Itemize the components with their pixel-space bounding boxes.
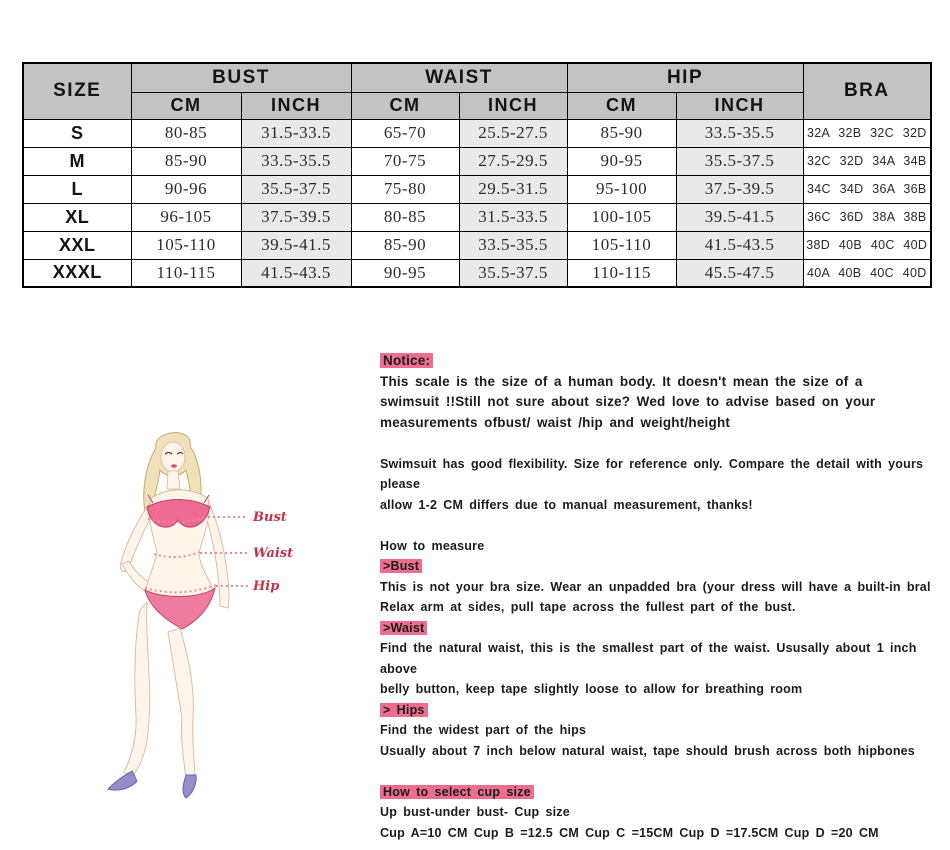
spacer (380, 761, 936, 782)
bust-text-line: This is not your bra size. Wear an unpadded bra (your dress will have a built-in bral (380, 579, 931, 594)
cup-text-line: Up bust-under bust- Cup size (380, 805, 570, 819)
right-shoe-shape (183, 775, 196, 798)
notice-text-line: swimsuit !!Still not sure about size? Wed love to advise based on your (380, 394, 876, 409)
table-row-l (23, 175, 931, 203)
cup-size-heading: How to select cup size (380, 785, 534, 799)
waist-section-heading: >Waist (380, 621, 427, 635)
table-row-xxl (23, 231, 931, 259)
bust-cm-cell: 105-110 (131, 231, 241, 259)
bust-inch-cell: 33.5-35.5 (241, 147, 351, 175)
size-cell: XXL (23, 231, 131, 259)
waist-inch-cell: 35.5-37.5 (459, 259, 567, 287)
table-row-xxxl (23, 259, 931, 287)
size-cell: XXXL (23, 259, 131, 287)
waist-cm-cell: 85-90 (351, 231, 459, 259)
col-header-size: SIZE (23, 63, 131, 119)
bust-text-line: Relax arm at sides, pull tape across the fullest part of the bust. (380, 600, 796, 614)
bra-cell: 34C 34D 36A 36B (803, 175, 931, 203)
measuring-notes (380, 351, 936, 843)
bra-cell: 32C 32D 34A 34B (803, 147, 931, 175)
hip-inch-cell: 39.5-41.5 (676, 203, 803, 231)
measurement-figure (90, 420, 370, 820)
cup-text-line: Cup A=10 CM Cup B =12.5 CM Cup C =15CM Cup D =17.5CM Cup D =20 CM (380, 825, 879, 840)
waist-text-line: Find the natural waist, this is the smallest part of the waist. Ususally about 1 inch above (380, 641, 917, 676)
table-row-s (23, 119, 931, 147)
hips-text-line: Find the widest part of the hips (380, 723, 587, 737)
notice-text-line: measurements ofbust/ waist /hip and weight/height (380, 414, 731, 430)
bust-cm-cell: 96-105 (131, 203, 241, 231)
col-header-bra: BRA (803, 63, 931, 119)
flexibility-text-line: Swimsuit has good flexibility. Size for reference only. Compare the detail with yours please (380, 456, 924, 491)
waist-inch-cell: 29.5-31.5 (459, 175, 567, 203)
waist-inch-cell: 31.5-33.5 (459, 203, 567, 231)
table-row-m (23, 147, 931, 175)
bra-cell: 36C 36D 38A 38B (803, 203, 931, 231)
waist-text-line: belly button, keep tape slightly loose to allow for breathing room (380, 682, 803, 696)
spacer (380, 515, 936, 536)
flexibility-text-line: allow 1-2 CM differs due to manual measurement, thanks! (380, 497, 753, 512)
bra-cell: 40A 40B 40C 40D (803, 259, 931, 287)
lips-shape (171, 464, 177, 467)
subheader-hip-cm: CM (567, 92, 676, 119)
neck-shape (167, 471, 180, 489)
waist-cm-cell: 65-70 (351, 119, 459, 147)
col-header-hip: HIP (567, 63, 803, 92)
bra-cell: 38D 40B 40C 40D (803, 231, 931, 259)
hip-cm-cell: 105-110 (567, 231, 676, 259)
bust-cm-cell: 90-96 (131, 175, 241, 203)
bra-cell: 32A 32B 32C 32D (803, 119, 931, 147)
bust-inch-cell: 39.5-41.5 (241, 231, 351, 259)
bust-cm-cell: 85-90 (131, 147, 241, 175)
hips-section-heading: > Hips (380, 703, 428, 717)
bust-cm-cell: 80-85 (131, 119, 241, 147)
waist-inch-cell: 33.5-35.5 (459, 231, 567, 259)
waist-cm-cell: 80-85 (351, 203, 459, 231)
waist-cm-cell: 70-75 (351, 147, 459, 175)
col-header-waist: WAIST (351, 63, 567, 92)
bust-label: Bust (253, 510, 287, 525)
notice-heading: Notice: (380, 353, 433, 368)
bust-inch-cell: 37.5-39.5 (241, 203, 351, 231)
notice-text-line: This scale is the size of a human body. It doesn't mean the size of a (380, 373, 863, 389)
subheader-waist-inch: INCH (459, 92, 567, 119)
fashion-sketch-illustration (90, 420, 370, 820)
waist-cm-cell: 75-80 (351, 175, 459, 203)
right-leg-shape (168, 628, 195, 779)
hip-inch-cell: 35.5-37.5 (676, 147, 803, 175)
hip-cm-cell: 85-90 (567, 119, 676, 147)
waist-inch-cell: 27.5-29.5 (459, 147, 567, 175)
waist-cm-cell: 90-95 (351, 259, 459, 287)
subheader-bust-cm: CM (131, 92, 241, 119)
size-cell: M (23, 147, 131, 175)
hip-inch-cell: 37.5-39.5 (676, 175, 803, 203)
size-cell: L (23, 175, 131, 203)
subheader-waist-cm: CM (351, 92, 459, 119)
bust-inch-cell: 35.5-37.5 (241, 175, 351, 203)
hip-inch-cell: 41.5-43.5 (676, 231, 803, 259)
waist-inch-cell: 25.5-27.5 (459, 119, 567, 147)
hip-cm-cell: 100-105 (567, 203, 676, 231)
hip-label: Hip (253, 579, 280, 594)
size-cell: S (23, 119, 131, 147)
table-header-row (23, 63, 931, 92)
left-shoe-shape (108, 771, 137, 790)
subheader-bust-inch: INCH (241, 92, 351, 119)
left-leg-shape (124, 602, 150, 777)
bust-inch-cell: 41.5-43.5 (241, 259, 351, 287)
bust-cm-cell: 110-115 (131, 259, 241, 287)
table-row-xl (23, 203, 931, 231)
bust-section-heading: >Bust (380, 559, 422, 573)
hip-inch-cell: 45.5-47.5 (676, 259, 803, 287)
hip-cm-cell: 90-95 (567, 147, 676, 175)
subheader-hip-inch: INCH (676, 92, 803, 119)
spacer (380, 433, 936, 454)
hip-inch-cell: 33.5-35.5 (676, 119, 803, 147)
hip-cm-cell: 110-115 (567, 259, 676, 287)
size-chart-table (22, 62, 932, 288)
hips-text-line: Usually about 7 inch below natural waist, tape should brush across both hipbones (380, 743, 915, 758)
col-header-bust: BUST (131, 63, 351, 92)
waist-label: Waist (253, 546, 294, 561)
size-cell: XL (23, 203, 131, 231)
hip-cm-cell: 95-100 (567, 175, 676, 203)
how-to-measure-heading: How to measure (380, 538, 485, 553)
table-subheader-row (23, 92, 931, 119)
bust-inch-cell: 31.5-33.5 (241, 119, 351, 147)
